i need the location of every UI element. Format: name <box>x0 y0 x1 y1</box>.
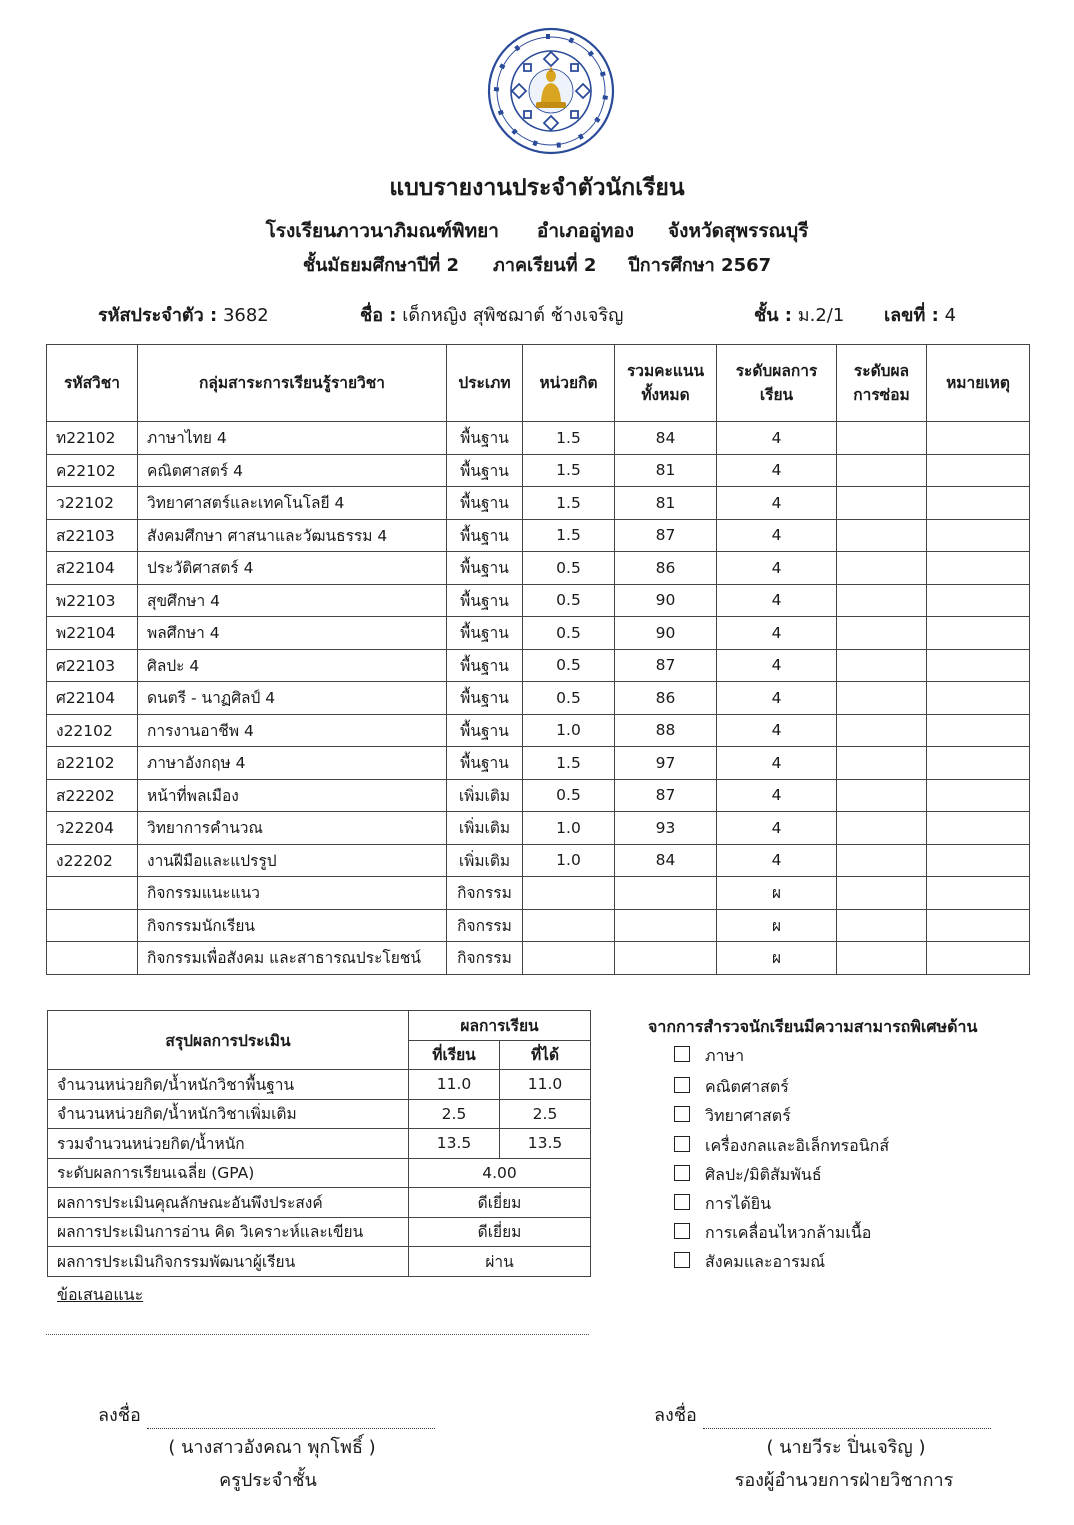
table-row <box>47 942 1030 975</box>
province-name: จังหวัดสุพรรณบุรี <box>668 220 809 242</box>
subject-name: ภาษาอังกฤษ 4 <box>138 747 447 780</box>
subject-credits: 1.5 <box>523 747 615 780</box>
left-sign-label: ลงชื่อ <box>98 1405 141 1426</box>
subject-name: กิจกรรมเพื่อสังคม และสาธารณประโยชน์ <box>138 942 447 975</box>
remark <box>927 714 1030 747</box>
subject-credits <box>523 909 615 942</box>
remark <box>927 487 1030 520</box>
remedial-grade <box>837 747 927 780</box>
report-title: แบบรายงานประจำตัวนักเรียน <box>389 175 685 201</box>
header-remedial-line1: ระดับผล <box>853 361 910 380</box>
summary-label: จำนวนหน่วยกิต/น้ำหนักวิชาเพิ่มเติม <box>48 1099 409 1129</box>
header-type: ประเภท <box>447 345 523 422</box>
advice-dotted-line <box>46 1334 589 1335</box>
left-sign-dots <box>147 1412 435 1429</box>
subject-code <box>47 942 138 975</box>
subject-type: พื้นฐาน <box>447 519 523 552</box>
table-row <box>47 844 1030 877</box>
summary-label: รวมจำนวนหน่วยกิต/น้ำหนัก <box>48 1129 409 1159</box>
remark <box>927 747 1030 780</box>
header-grade <box>717 345 837 422</box>
subject-type: พื้นฐาน <box>447 649 523 682</box>
subject-grade: 4 <box>717 487 837 520</box>
left-signer-position: ครูประจำชั้น <box>219 1470 317 1491</box>
remedial-grade <box>837 519 927 552</box>
subject-score: 87 <box>615 649 717 682</box>
special-ability-item <box>674 1044 1004 1068</box>
remedial-grade <box>837 649 927 682</box>
summary-eval-row <box>48 1188 591 1218</box>
subject-code: ส22202 <box>47 779 138 812</box>
checkbox-icon[interactable] <box>674 1252 690 1268</box>
table-row <box>47 682 1030 715</box>
school-info-line <box>0 216 1074 246</box>
subject-grade: 4 <box>717 617 837 650</box>
table-row <box>47 779 1030 812</box>
subject-credits: 1.5 <box>523 422 615 455</box>
subject-grade: 4 <box>717 649 837 682</box>
subject-name: พลศึกษา 4 <box>138 617 447 650</box>
special-ability-item <box>674 1192 1004 1216</box>
summary-eval-row <box>48 1158 591 1188</box>
subject-score: 86 <box>615 682 717 715</box>
subject-grade: 4 <box>717 682 837 715</box>
subject-name: ศิลปะ 4 <box>138 649 447 682</box>
subject-type: กิจกรรม <box>447 877 523 910</box>
subject-credits: 0.5 <box>523 617 615 650</box>
special-ability-label: ศิลปะ/มิติสัมพันธ์ <box>705 1165 822 1184</box>
remedial-grade <box>837 584 927 617</box>
summary-label: ผลการประเมินคุณลักษณะอันพึงประสงค์ <box>48 1188 409 1218</box>
subject-grade: 4 <box>717 552 837 585</box>
semester: ภาคเรียนที่ 2 <box>493 255 597 276</box>
summary-credit-row <box>48 1129 591 1159</box>
student-name-label: ชื่อ : <box>360 305 397 326</box>
remedial-grade <box>837 714 927 747</box>
subject-credits: 1.5 <box>523 454 615 487</box>
remedial-grade <box>837 422 927 455</box>
student-number-value: 4 <box>944 305 957 326</box>
subject-credits: 1.5 <box>523 487 615 520</box>
table-row <box>47 909 1030 942</box>
subject-grade: 4 <box>717 779 837 812</box>
remark <box>927 909 1030 942</box>
student-name <box>360 300 623 329</box>
summary-label: ระดับผลการเรียนเฉลี่ย (GPA) <box>48 1158 409 1188</box>
right-signer-position: รองผู้อำนวยการฝ่ายวิชาการ <box>734 1470 954 1491</box>
student-name-value: เด็กหญิง สุพิชฌาต์ ช้างเจริญ <box>402 305 624 326</box>
summary-label: ผลการประเมินการอ่าน คิด วิเคราะห์และเขียน <box>48 1217 409 1247</box>
subject-grade: 4 <box>717 584 837 617</box>
subject-score: 86 <box>615 552 717 585</box>
subject-grade: 4 <box>717 714 837 747</box>
special-ability-label: ภาษา <box>705 1046 745 1065</box>
table-row <box>47 422 1030 455</box>
remedial-grade <box>837 779 927 812</box>
grades-header-row <box>47 345 1030 422</box>
table-row <box>47 617 1030 650</box>
summary-enrolled: 13.5 <box>409 1129 500 1159</box>
subject-type: เพิ่มเติม <box>447 779 523 812</box>
summary-label: ผลการประเมินกิจกรรมพัฒนาผู้เรียน <box>48 1247 409 1277</box>
table-row <box>47 877 1030 910</box>
subject-score <box>615 877 717 910</box>
table-row <box>47 714 1030 747</box>
subject-score: 81 <box>615 487 717 520</box>
checkbox-icon[interactable] <box>674 1106 690 1122</box>
remedial-grade <box>837 617 927 650</box>
table-row <box>47 747 1030 780</box>
subject-name: กิจกรรมแนะแนว <box>138 877 447 910</box>
subject-score: 84 <box>615 422 717 455</box>
subject-score <box>615 942 717 975</box>
remedial-grade <box>837 844 927 877</box>
checkbox-icon[interactable] <box>674 1194 690 1210</box>
table-row <box>47 454 1030 487</box>
special-ability-label: สังคมและอารมณ์ <box>705 1252 826 1271</box>
summary-body <box>48 1070 591 1277</box>
summary-credit-row <box>48 1099 591 1129</box>
left-signature-line <box>98 1400 435 1429</box>
summary-earned: 2.5 <box>500 1099 591 1129</box>
subject-name: สุขศึกษา 4 <box>138 584 447 617</box>
summary-value: ดีเยี่ยม <box>409 1188 591 1218</box>
remark <box>927 682 1030 715</box>
subject-score: 81 <box>615 454 717 487</box>
subject-score: 90 <box>615 617 717 650</box>
subject-code: ค22102 <box>47 454 138 487</box>
left-signer-name: ( นางสาวอังคณา พุกโพธิ์ ) <box>168 1437 376 1458</box>
special-ability-item <box>674 1104 1004 1128</box>
summary-earned: 13.5 <box>500 1129 591 1159</box>
remedial-grade <box>837 812 927 845</box>
remark <box>927 617 1030 650</box>
summary-table <box>47 1010 591 1277</box>
remedial-grade <box>837 942 927 975</box>
summary-earned-header: ที่ได้ <box>500 1040 591 1070</box>
subject-name: สังคมศึกษา ศาสนาและวัฒนธรรม 4 <box>138 519 447 552</box>
subject-type: กิจกรรม <box>447 909 523 942</box>
header-total-score <box>615 345 717 422</box>
remedial-grade <box>837 454 927 487</box>
header-subject: กลุ่มสาระการเรียนรู้รายวิชา <box>138 345 447 422</box>
subject-score: 97 <box>615 747 717 780</box>
subject-code: ศ22104 <box>47 682 138 715</box>
table-row <box>47 649 1030 682</box>
subject-credits: 0.5 <box>523 682 615 715</box>
grades-table <box>46 344 1030 975</box>
subject-grade: 4 <box>717 422 837 455</box>
subject-score: 84 <box>615 844 717 877</box>
student-number <box>884 300 956 329</box>
remedial-grade <box>837 909 927 942</box>
header-remedial-line2: การซ่อม <box>853 386 910 404</box>
student-class <box>754 300 844 329</box>
subject-code: ว22102 <box>47 487 138 520</box>
remark <box>927 552 1030 585</box>
summary-eval-row <box>48 1217 591 1247</box>
summary-value: 4.00 <box>409 1158 591 1188</box>
student-number-label: เลขที่ : <box>884 305 939 326</box>
right-sign-label: ลงชื่อ <box>654 1405 697 1426</box>
subject-code: ส22104 <box>47 552 138 585</box>
subject-type: เพิ่มเติม <box>447 844 523 877</box>
subject-credits: 0.5 <box>523 649 615 682</box>
remark <box>927 812 1030 845</box>
subject-code: ง22202 <box>47 844 138 877</box>
table-row <box>47 552 1030 585</box>
remark <box>927 422 1030 455</box>
subject-code: อ22102 <box>47 747 138 780</box>
remark <box>927 519 1030 552</box>
subject-code: ว22204 <box>47 812 138 845</box>
subject-credits: 1.0 <box>523 812 615 845</box>
student-id-value: 3682 <box>222 305 269 326</box>
subject-code: ง22102 <box>47 714 138 747</box>
table-row <box>47 812 1030 845</box>
table-row <box>47 519 1030 552</box>
special-ability-item <box>674 1075 1004 1099</box>
subject-name: กิจกรรมนักเรียน <box>138 909 447 942</box>
subject-score: 87 <box>615 519 717 552</box>
subject-name: ประวัติศาสตร์ 4 <box>138 552 447 585</box>
subject-code <box>47 909 138 942</box>
special-ability-item <box>674 1250 1004 1274</box>
special-ability-label: เครื่องกลและอิเล็กทรอนิกส์ <box>705 1136 890 1155</box>
subject-type: พื้นฐาน <box>447 714 523 747</box>
header-code: รหัสวิชา <box>47 345 138 422</box>
table-row <box>47 584 1030 617</box>
subject-name: หน้าที่พลเมือง <box>138 779 447 812</box>
special-ability-label: การได้ยิน <box>705 1194 772 1213</box>
special-ability-label: การเคลื่อนไหวกล้ามเนื้อ <box>705 1223 872 1242</box>
subject-code: ส22103 <box>47 519 138 552</box>
summary-label: จำนวนหน่วยกิต/น้ำหนักวิชาพื้นฐาน <box>48 1070 409 1100</box>
right-sign-dots <box>703 1412 991 1429</box>
header-grade-line2: เรียน <box>759 386 794 404</box>
remark <box>927 877 1030 910</box>
subject-name: วิทยาการคำนวณ <box>138 812 447 845</box>
subject-type: พื้นฐาน <box>447 682 523 715</box>
subject-code: พ22103 <box>47 584 138 617</box>
school-name: โรงเรียนภาวนาภิมณฑ์พิทยา <box>265 220 499 242</box>
special-ability-label: คณิตศาสตร์ <box>705 1077 789 1096</box>
subject-grade: 4 <box>717 519 837 552</box>
grade-level: ชั้นมัธยมศึกษาปีที่ 2 <box>302 255 460 276</box>
header-remark: หมายเหตุ <box>927 345 1030 422</box>
subject-grade: ผ <box>717 909 837 942</box>
subject-code: ท22102 <box>47 422 138 455</box>
special-ability-item <box>674 1163 1004 1187</box>
header-grade-line1: ระดับผลการ <box>735 361 818 380</box>
subject-type: พื้นฐาน <box>447 552 523 585</box>
remedial-grade <box>837 682 927 715</box>
subject-type: กิจกรรม <box>447 942 523 975</box>
right-signature-line <box>654 1400 991 1429</box>
district-name: อำเภออู่ทอง <box>536 220 635 242</box>
header-total-line1: รวมคะแนน <box>626 361 705 380</box>
right-signer-name: ( นายวีระ ปิ่นเจริญ ) <box>766 1437 926 1458</box>
school-logo <box>486 26 616 156</box>
subject-name: คณิตศาสตร์ 4 <box>138 454 447 487</box>
special-ability-item <box>674 1221 1004 1245</box>
table-row <box>47 487 1030 520</box>
subject-grade: 4 <box>717 454 837 487</box>
remark <box>927 454 1030 487</box>
checkbox-icon[interactable] <box>674 1165 690 1181</box>
special-abilities-title: จากการสำรวจนักเรียนมีความสามารถพิเศษด้าน <box>648 1017 978 1036</box>
summary-earned: 11.0 <box>500 1070 591 1100</box>
remark <box>927 942 1030 975</box>
subject-score: 87 <box>615 779 717 812</box>
summary-eval-row <box>48 1247 591 1277</box>
summary-enrolled-header: ที่เรียน <box>409 1040 500 1070</box>
summary-value: ดีเยี่ยม <box>409 1217 591 1247</box>
summary-results-header: ผลการเรียน <box>409 1011 591 1041</box>
header-remedial <box>837 345 927 422</box>
header-credits: หน่วยกิต <box>523 345 615 422</box>
checkbox-icon[interactable] <box>674 1077 690 1093</box>
remedial-grade <box>837 487 927 520</box>
subject-code: พ22104 <box>47 617 138 650</box>
term-info-line <box>0 250 1074 279</box>
subject-code <box>47 877 138 910</box>
subject-grade: 4 <box>717 812 837 845</box>
summary-credit-row <box>48 1070 591 1100</box>
remark <box>927 649 1030 682</box>
subject-score: 93 <box>615 812 717 845</box>
student-id <box>98 300 269 329</box>
subject-type: พื้นฐาน <box>447 422 523 455</box>
subject-grade: ผ <box>717 942 837 975</box>
subject-credits: 0.5 <box>523 552 615 585</box>
remedial-grade <box>837 877 927 910</box>
student-class-value: ม.2/1 <box>797 305 845 326</box>
subject-credits <box>523 942 615 975</box>
subject-credits: 1.0 <box>523 844 615 877</box>
subject-name: การงานอาชีพ 4 <box>138 714 447 747</box>
special-ability-label: วิทยาศาสตร์ <box>705 1106 791 1125</box>
subject-name: ภาษาไทย 4 <box>138 422 447 455</box>
summary-enrolled: 11.0 <box>409 1070 500 1100</box>
student-class-label: ชั้น : <box>754 305 792 326</box>
checkbox-icon[interactable] <box>674 1046 690 1062</box>
remedial-grade <box>837 552 927 585</box>
subject-grade: ผ <box>717 877 837 910</box>
summary-header-row-1 <box>48 1011 591 1041</box>
subject-type: พื้นฐาน <box>447 747 523 780</box>
academic-year: ปีการศึกษา 2567 <box>628 255 772 276</box>
remark <box>927 779 1030 812</box>
remark <box>927 844 1030 877</box>
subject-credits: 0.5 <box>523 779 615 812</box>
subject-type: พื้นฐาน <box>447 617 523 650</box>
subject-score: 88 <box>615 714 717 747</box>
subject-type: เพิ่มเติม <box>447 812 523 845</box>
header-total-line2: ทั้งหมด <box>641 386 690 404</box>
subject-type: พื้นฐาน <box>447 454 523 487</box>
checkbox-icon[interactable] <box>674 1136 690 1152</box>
subject-credits: 0.5 <box>523 584 615 617</box>
advice-label: ข้อเสนอแนะ <box>57 1285 144 1304</box>
subject-name: ดนตรี - นาฏศิลป์ 4 <box>138 682 447 715</box>
checkbox-icon[interactable] <box>674 1223 690 1239</box>
subject-type: พื้นฐาน <box>447 584 523 617</box>
subject-type: พื้นฐาน <box>447 487 523 520</box>
subject-name: วิทยาศาสตร์และเทคโนโลยี 4 <box>138 487 447 520</box>
subject-credits: 1.0 <box>523 714 615 747</box>
grades-body <box>47 422 1030 975</box>
remark <box>927 584 1030 617</box>
summary-value: ผ่าน <box>409 1247 591 1277</box>
subject-score: 90 <box>615 584 717 617</box>
subject-grade: 4 <box>717 844 837 877</box>
summary-enrolled: 2.5 <box>409 1099 500 1129</box>
subject-credits <box>523 877 615 910</box>
summary-title: สรุปผลการประเมิน <box>48 1011 409 1070</box>
subject-name: งานฝีมือและแปรรูป <box>138 844 447 877</box>
subject-credits: 1.5 <box>523 519 615 552</box>
subject-score <box>615 909 717 942</box>
special-ability-item <box>674 1134 1004 1158</box>
student-id-label: รหัสประจำตัว : <box>98 305 218 326</box>
subject-grade: 4 <box>717 747 837 780</box>
subject-code: ศ22103 <box>47 649 138 682</box>
